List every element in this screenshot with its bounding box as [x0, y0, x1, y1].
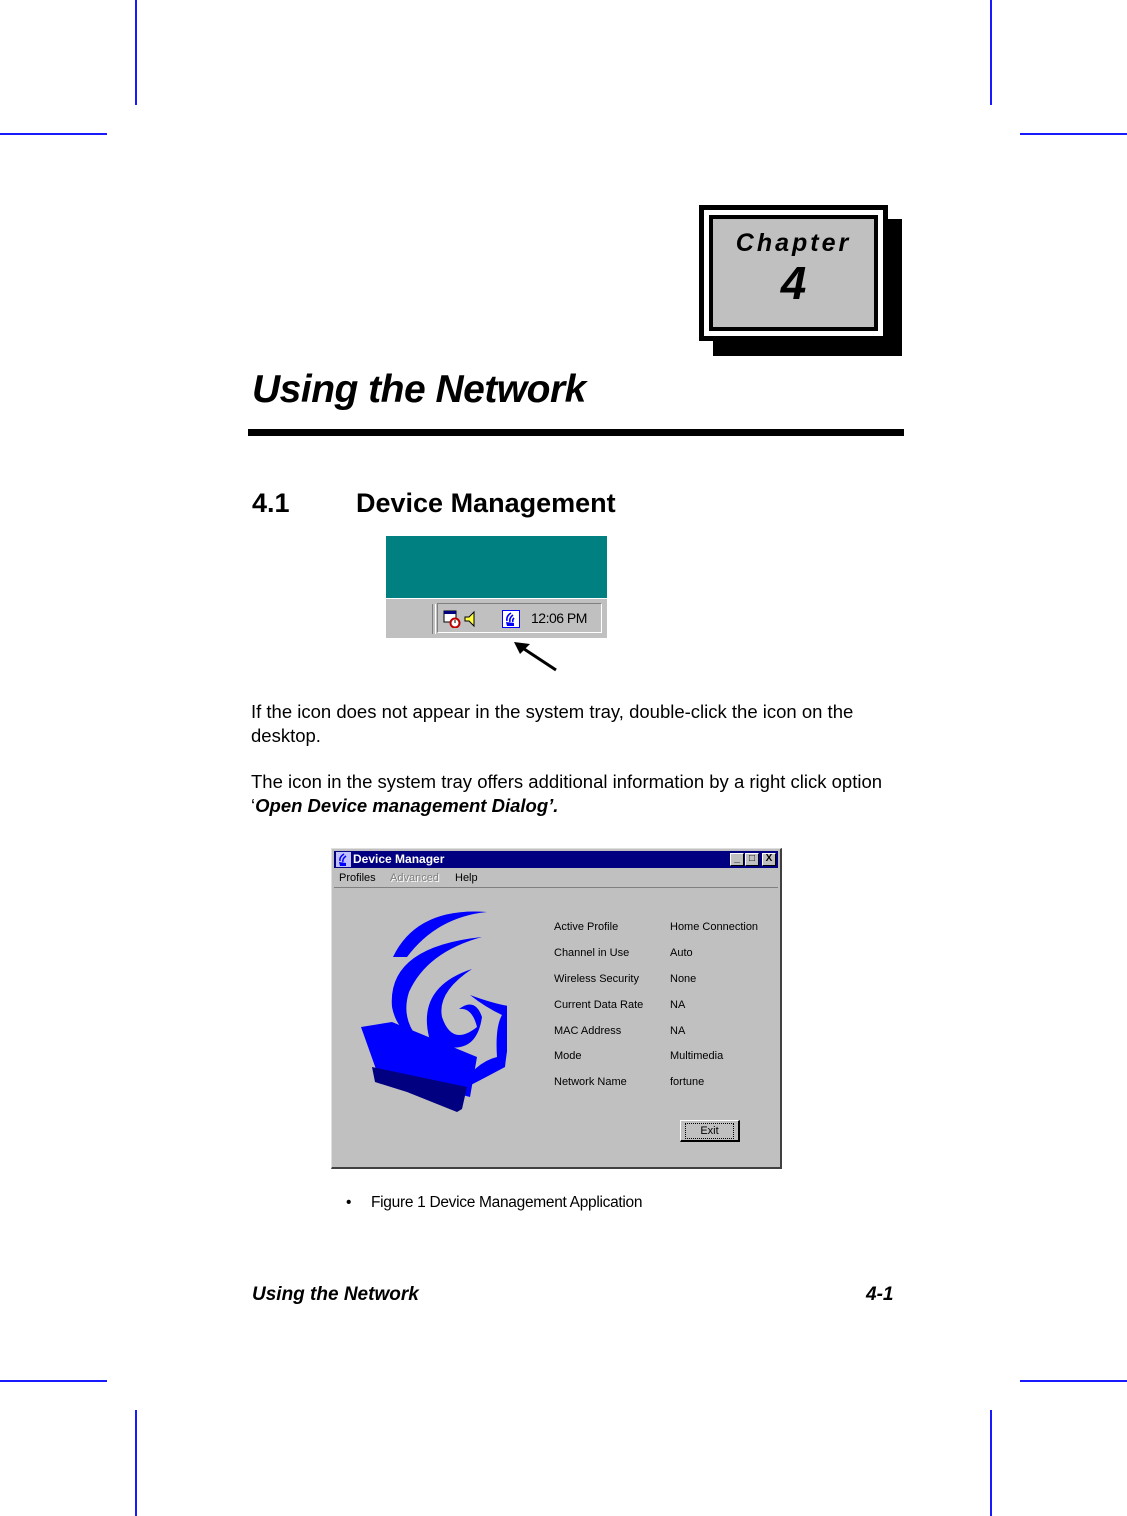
window-title: Device Manager [353, 852, 445, 866]
exit-button-label: Exit [685, 1123, 733, 1139]
figure-caption [346, 1194, 642, 1212]
minimize-button[interactable]: _ [730, 853, 744, 866]
info-label: Mode [554, 1050, 582, 1062]
info-label: Current Data Rate [554, 999, 644, 1011]
crop-mark [135, 0, 137, 105]
chapter-face [713, 219, 874, 327]
caption-text: Figure 1 Device Management Application [371, 1194, 643, 1211]
section-heading [252, 488, 616, 519]
menu-profiles[interactable]: Profiles [339, 872, 376, 884]
tray-clock[interactable]: 12:06 PM [531, 610, 587, 626]
window-titlebar[interactable] [334, 851, 778, 868]
scheduler-icon[interactable] [443, 610, 461, 628]
caption-bullet: • [346, 1194, 352, 1211]
info-value: NA [670, 1025, 686, 1037]
crop-mark [1020, 133, 1127, 135]
paragraph-emphasis: Open Device management Dialog’. [255, 795, 559, 816]
crop-mark [990, 0, 992, 105]
info-label: Active Profile [554, 921, 619, 933]
device-manager-icon[interactable] [502, 610, 520, 628]
volume-icon[interactable] [463, 610, 481, 628]
chapter-number: 4 [780, 257, 807, 309]
crop-mark [1020, 1380, 1127, 1382]
chapter-word: Chapter [735, 229, 852, 257]
system-tray [437, 603, 602, 633]
desktop-area [386, 536, 607, 598]
crop-mark [0, 1380, 107, 1382]
paragraph-right-click [251, 770, 911, 818]
maximize-button[interactable]: □ [745, 853, 759, 866]
crop-mark [990, 1410, 992, 1516]
info-label: MAC Address [554, 1025, 622, 1037]
info-value: Multimedia [670, 1050, 724, 1062]
crop-mark [0, 133, 107, 135]
crop-mark [135, 1410, 137, 1516]
taskbar [386, 598, 607, 638]
info-label: Network Name [554, 1076, 627, 1088]
menu-bar [334, 869, 778, 888]
paragraph-tray-hint: If the icon does not appear in the system tray, double-click the icon on the desktop. [251, 701, 854, 746]
info-value: NA [670, 999, 686, 1011]
app-logo-icon [357, 897, 507, 1112]
app-icon[interactable] [336, 852, 351, 867]
menu-help[interactable]: Help [455, 872, 478, 884]
info-value: Auto [670, 947, 693, 959]
exit-button[interactable] [680, 1120, 740, 1142]
section-number: 4.1 [252, 488, 290, 518]
info-value: Home Connection [670, 921, 759, 933]
title-rule [248, 429, 904, 436]
footer-title: Using the Network [252, 1284, 419, 1305]
page-number: 4-1 [866, 1284, 894, 1305]
page-title: Using the Network [252, 368, 586, 411]
section-title: Device Management [356, 488, 616, 518]
device-manager-window [331, 848, 782, 1169]
info-label: Wireless Security [554, 973, 639, 985]
info-value: fortune [670, 1076, 705, 1088]
taskbar-separator [432, 604, 436, 634]
paragraph-text: The icon in the system tray offers additional information by a right click option ‘ [251, 771, 883, 816]
pointer-arrow-icon [512, 640, 558, 672]
menu-advanced[interactable]: Advanced [390, 872, 439, 884]
info-label: Channel in Use [554, 947, 630, 959]
info-value: None [670, 973, 697, 985]
close-button[interactable]: X [762, 853, 776, 866]
